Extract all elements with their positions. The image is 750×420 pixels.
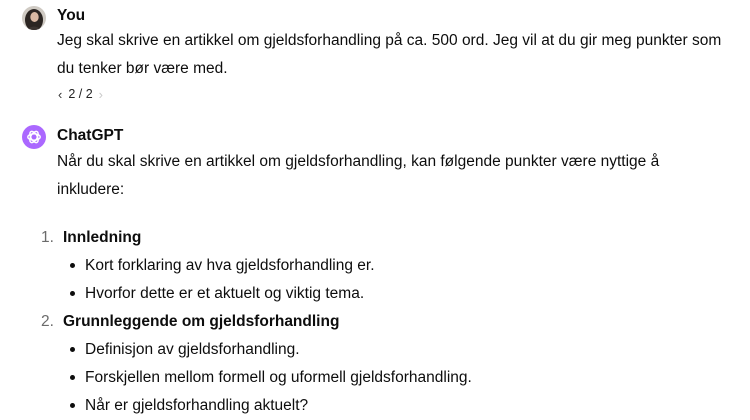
response-pager — [58, 84, 103, 104]
assistant-intro-line: inkludere: — [57, 181, 125, 198]
bullet-icon — [70, 347, 75, 352]
bullet-text: Forskjellen mellom formell og uformell gjeldsforhandling. — [85, 369, 472, 386]
user-author-name: You — [57, 7, 86, 24]
assistant-intro-text — [57, 148, 747, 204]
bullet-text: Hvorfor dette er et aktuelt og viktig tema. — [85, 285, 365, 302]
step-title: Innledning — [63, 229, 142, 246]
chevron-right-icon[interactable]: › — [98, 86, 104, 102]
user-photo-icon — [22, 6, 46, 30]
bullet-text: Definisjon av gjeldsforhandling. — [85, 341, 300, 358]
pager-label: 2 / 2 — [68, 87, 93, 101]
step-title: Grunnleggende om gjeldsforhandling — [63, 313, 340, 330]
bullet-text: Kort forklaring av hva gjeldsforhandling er. — [85, 257, 375, 274]
bullet-icon — [70, 263, 75, 268]
assistant-intro-line: Når du skal skrive en artikkel om gjeldsforhandling, kan følgende punkter være nyttige å — [57, 153, 660, 170]
user-message-line: du tenker bør være med. — [57, 60, 228, 77]
chevron-left-icon[interactable]: ‹ — [58, 86, 63, 102]
bullet-icon — [70, 403, 75, 408]
assistant-avatar — [22, 125, 46, 149]
user-message-line: Jeg skal skrive en artikkel om gjeldsforhandling på ca. 500 ord. Jeg vil at du gir meg punkter som — [57, 32, 722, 49]
bullet-icon — [70, 291, 75, 296]
user-avatar[interactable] — [22, 6, 46, 30]
step-number: 2. — [41, 313, 54, 330]
bullet-icon — [70, 375, 75, 380]
step-number: 1. — [41, 229, 54, 246]
openai-logo-icon — [22, 125, 46, 149]
assistant-author-name: ChatGPT — [57, 127, 124, 144]
bullet-text: Når er gjeldsforhandling aktuelt? — [85, 397, 309, 414]
user-message-text — [57, 27, 747, 83]
